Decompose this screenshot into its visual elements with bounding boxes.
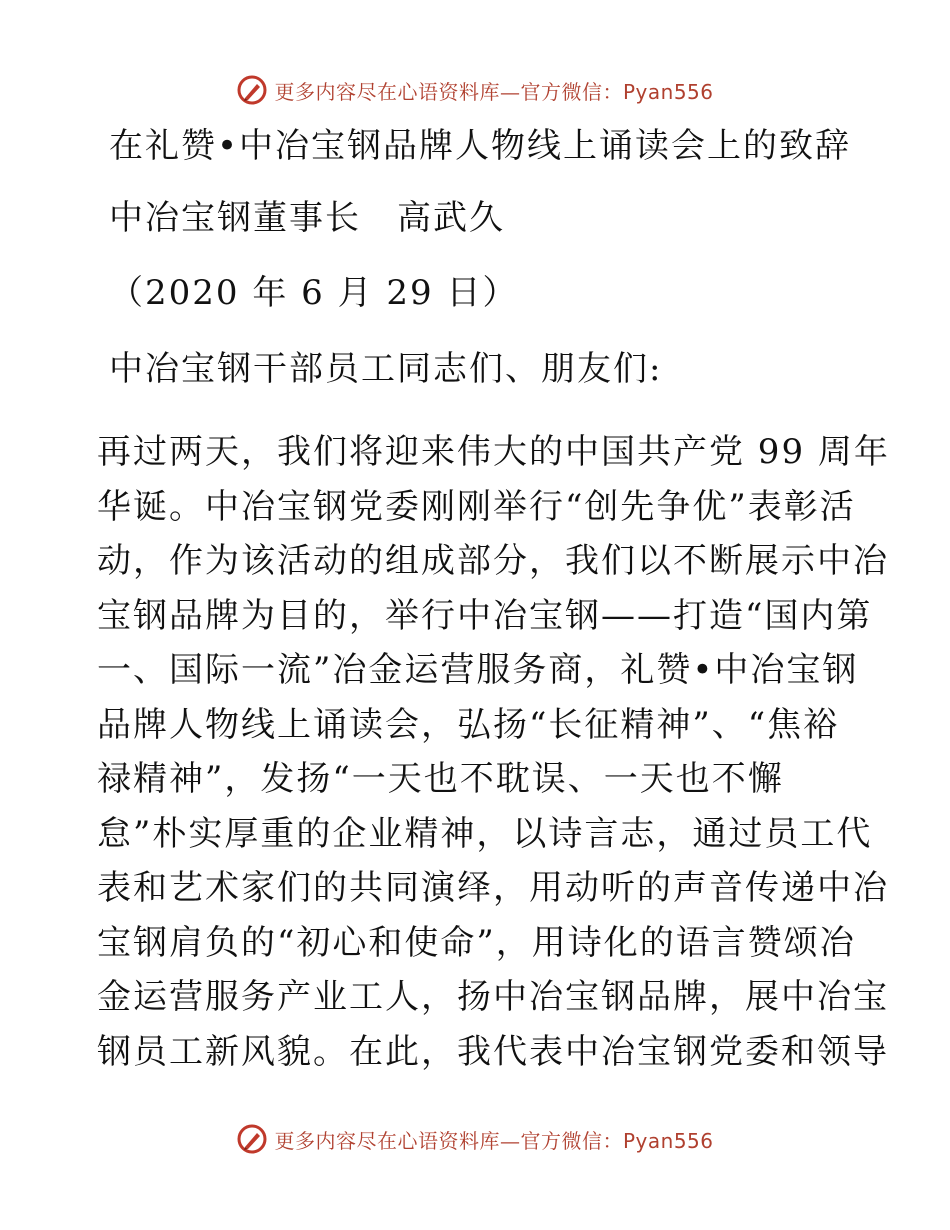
body-line: 钢员工新风貌。在此，我代表中冶宝钢党委和领导 (97, 1031, 889, 1072)
watermark-banner-top (0, 70, 950, 110)
body-line: 品牌人物线上诵读会，弘扬“长征精神”、“焦裕 (97, 704, 840, 745)
body-line: 怠”朴实厚重的企业精神，以诗言志，通过员工代 (97, 813, 873, 854)
watermark-text: 更多内容尽在心语资料库—官方微信：Pyan556 (274, 79, 714, 104)
pen-logo-icon (236, 1123, 268, 1155)
body-line: 一、国际一流”冶金运营服务商，礼赞•中冶宝钢 (97, 650, 859, 690)
body-line: 禄精神”，发扬“一天也不耽误、一天也不懈 (97, 759, 784, 799)
body-line: 宝钢肩负的“初心和使命”，用诗化的语言赞颂冶 (97, 922, 856, 963)
body-line: 表和艺术家们的共同演绎，用动听的声音传递中冶 (97, 868, 889, 908)
watermark-text: 更多内容尽在心语资料库—官方微信：Pyan556 (274, 1128, 714, 1153)
watermark-banner-bottom (0, 1119, 950, 1159)
pen-logo-icon (236, 74, 268, 106)
salutation: 中冶宝钢干部员工同志们、朋友们: (109, 349, 663, 389)
body-paragraph (97, 425, 890, 1079)
document-title: 在礼赞•中冶宝钢品牌人物线上诵读会上的致辞 (109, 126, 852, 166)
body-line: 华诞。中冶宝钢党委刚刚举行“创先争优”表彰活 (97, 486, 856, 527)
wechat-id: Pyan556 (622, 79, 714, 104)
document-byline: 中冶宝钢董事长 高武久 (109, 198, 505, 238)
body-line: 再过两天，我们将迎来伟大的中国共产党 99 周年 (97, 432, 890, 472)
document-date: （2020 年 6 月 29 日） (109, 273, 519, 313)
body-line: 金运营服务产业工人，扬中冶宝钢品牌，展中冶宝 (97, 977, 889, 1017)
body-line: 动，作为该活动的组成部分，我们以不断展示中冶 (97, 541, 889, 581)
wechat-id: Pyan556 (622, 1128, 714, 1153)
body-line: 宝钢品牌为目的，举行中冶宝钢——打造“国内第 (97, 595, 873, 636)
